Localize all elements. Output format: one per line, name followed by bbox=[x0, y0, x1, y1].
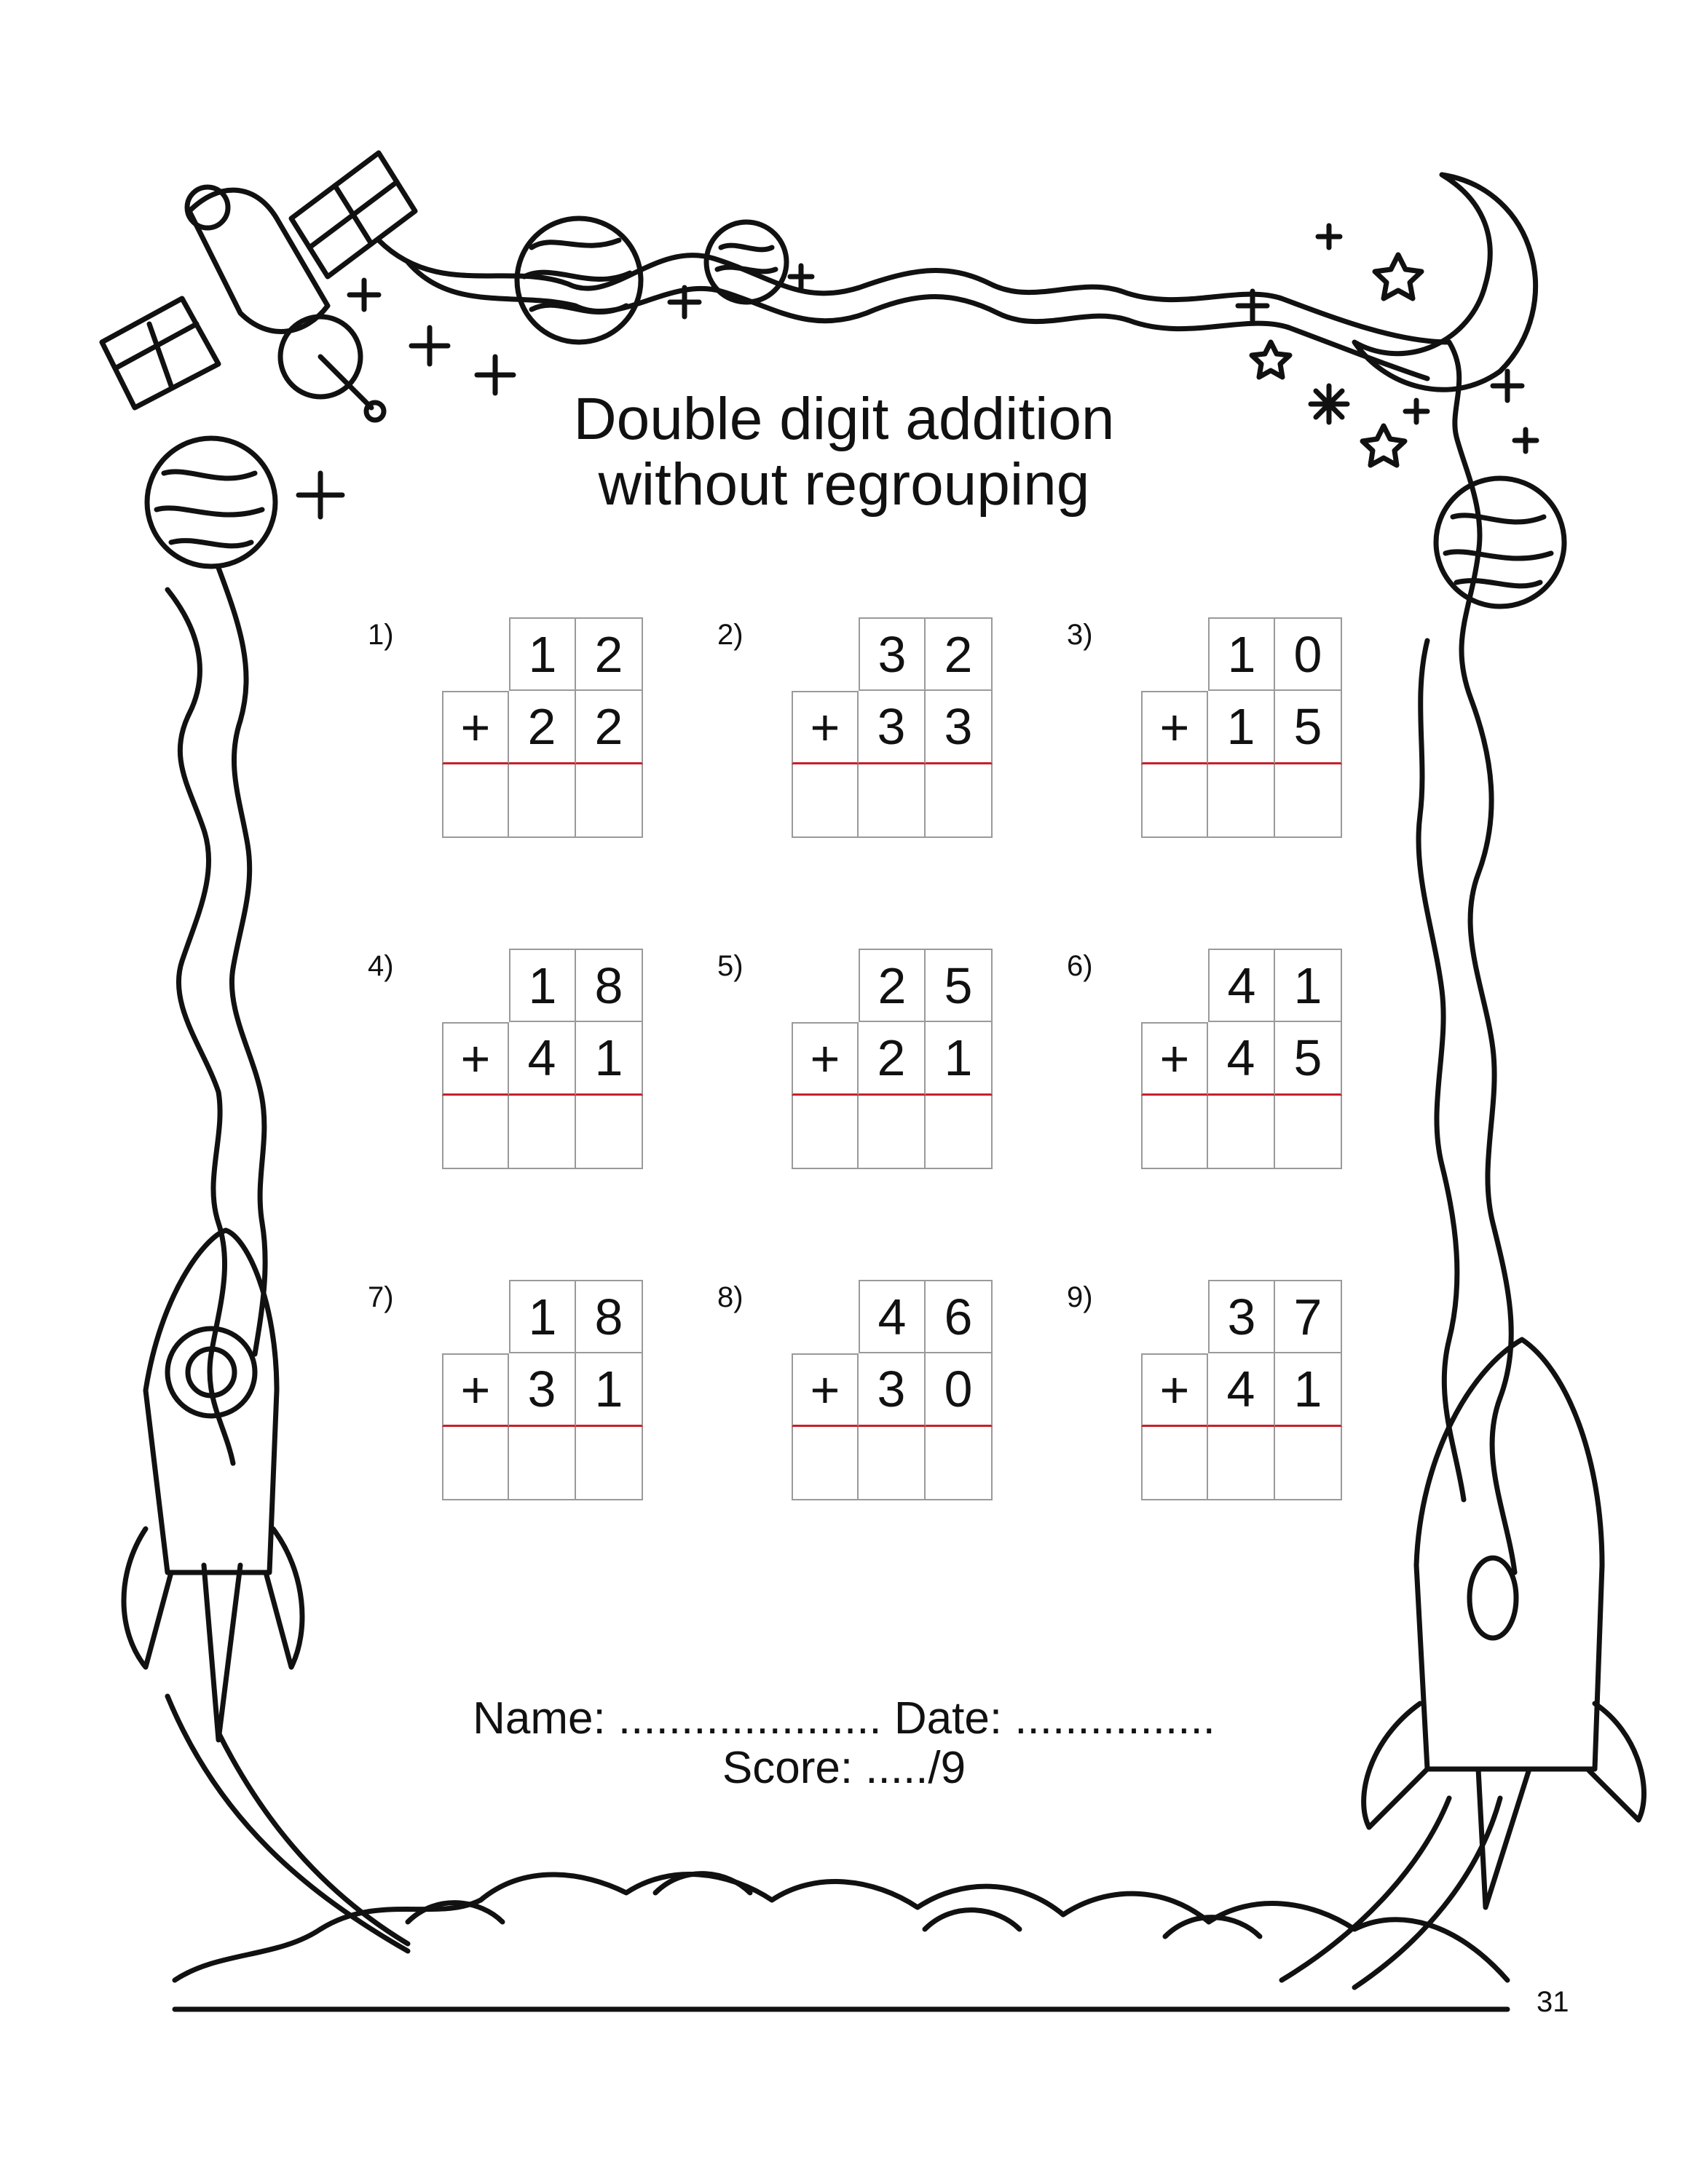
addend-2-tens-digit: 1 bbox=[1208, 691, 1275, 764]
plus-sign: + bbox=[792, 1022, 859, 1096]
addend-1-tens-digit: 1 bbox=[509, 1280, 576, 1353]
empty-cell bbox=[792, 1280, 859, 1353]
empty-cell bbox=[1141, 617, 1208, 691]
problem-number: 5) bbox=[717, 950, 744, 982]
addend-1-tens-digit: 1 bbox=[509, 617, 576, 691]
answer-ones-box[interactable] bbox=[926, 1096, 993, 1169]
answer-ones-box[interactable] bbox=[926, 1427, 993, 1500]
addend-1-ones-digit: 1 bbox=[1275, 949, 1342, 1022]
addend-1-ones-digit: 2 bbox=[926, 617, 993, 691]
addend-2-tens-digit: 3 bbox=[509, 1353, 576, 1427]
addend-1-tens-digit: 3 bbox=[859, 617, 926, 691]
answer-tens-box[interactable] bbox=[859, 764, 926, 838]
addend-1-tens-digit: 1 bbox=[1208, 617, 1275, 691]
addend-2-ones-digit: 5 bbox=[1275, 1022, 1342, 1096]
addend-1-ones-digit: 0 bbox=[1275, 617, 1342, 691]
answer-hundreds-box[interactable] bbox=[442, 1427, 509, 1500]
plus-sign: + bbox=[792, 1353, 859, 1427]
addition-problem-grid bbox=[442, 617, 643, 838]
addend-1-ones-digit: 8 bbox=[576, 1280, 643, 1353]
empty-cell bbox=[792, 949, 859, 1022]
addition-problem-grid bbox=[1141, 617, 1342, 838]
answer-tens-box[interactable] bbox=[509, 764, 576, 838]
addition-problem-grid bbox=[792, 1280, 993, 1500]
addition-problem-grid bbox=[442, 949, 643, 1169]
empty-cell bbox=[442, 1280, 509, 1353]
answer-hundreds-box[interactable] bbox=[1141, 1427, 1208, 1500]
addend-2-tens-digit: 3 bbox=[859, 1353, 926, 1427]
answer-ones-box[interactable] bbox=[926, 764, 993, 838]
answer-hundreds-box[interactable] bbox=[442, 764, 509, 838]
addend-2-ones-digit: 1 bbox=[926, 1022, 993, 1096]
plus-sign: + bbox=[442, 691, 509, 764]
answer-hundreds-box[interactable] bbox=[792, 1427, 859, 1500]
addend-2-ones-digit: 0 bbox=[926, 1353, 993, 1427]
addend-2-tens-digit: 4 bbox=[1208, 1353, 1275, 1427]
addition-problem-grid bbox=[792, 949, 993, 1169]
problem-number: 1) bbox=[368, 619, 394, 651]
answer-ones-box[interactable] bbox=[576, 1096, 643, 1169]
answer-tens-box[interactable] bbox=[1208, 1427, 1275, 1500]
answer-hundreds-box[interactable] bbox=[792, 764, 859, 838]
addend-1-ones-digit: 2 bbox=[576, 617, 643, 691]
addend-2-ones-digit: 5 bbox=[1275, 691, 1342, 764]
answer-hundreds-box[interactable] bbox=[1141, 1096, 1208, 1169]
page-number: 31 bbox=[1537, 1986, 1569, 2018]
addend-2-ones-digit: 1 bbox=[576, 1022, 643, 1096]
answer-tens-box[interactable] bbox=[1208, 764, 1275, 838]
answer-hundreds-box[interactable] bbox=[1141, 764, 1208, 838]
answer-tens-box[interactable] bbox=[1208, 1096, 1275, 1169]
plus-sign: + bbox=[442, 1353, 509, 1427]
addend-2-tens-digit: 4 bbox=[509, 1022, 576, 1096]
empty-cell bbox=[1141, 949, 1208, 1022]
addend-1-tens-digit: 4 bbox=[1208, 949, 1275, 1022]
addend-2-tens-digit: 2 bbox=[859, 1022, 926, 1096]
answer-ones-box[interactable] bbox=[1275, 1096, 1342, 1169]
addend-1-ones-digit: 6 bbox=[926, 1280, 993, 1353]
addition-problem-grid bbox=[792, 617, 993, 838]
answer-tens-box[interactable] bbox=[859, 1427, 926, 1500]
plus-sign: + bbox=[1141, 1353, 1208, 1427]
answer-tens-box[interactable] bbox=[509, 1096, 576, 1169]
name-date-line: Name: ..................... Date: ................ bbox=[473, 1693, 1215, 1744]
addend-2-tens-digit: 4 bbox=[1208, 1022, 1275, 1096]
problem-number: 8) bbox=[717, 1281, 744, 1313]
answer-ones-box[interactable] bbox=[576, 1427, 643, 1500]
worksheet-title-line-2: without regrouping bbox=[598, 451, 1090, 518]
addend-2-tens-digit: 2 bbox=[509, 691, 576, 764]
problem-number: 2) bbox=[717, 619, 744, 651]
plus-sign: + bbox=[442, 1022, 509, 1096]
addend-2-ones-digit: 1 bbox=[1275, 1353, 1342, 1427]
addend-1-ones-digit: 5 bbox=[926, 949, 993, 1022]
answer-hundreds-box[interactable] bbox=[442, 1096, 509, 1169]
addend-1-tens-digit: 1 bbox=[509, 949, 576, 1022]
score-line: Score: ...../9 bbox=[722, 1743, 966, 1793]
answer-hundreds-box[interactable] bbox=[792, 1096, 859, 1169]
answer-ones-box[interactable] bbox=[1275, 1427, 1342, 1500]
answer-tens-box[interactable] bbox=[509, 1427, 576, 1500]
problem-number: 4) bbox=[368, 950, 394, 982]
problem-number: 3) bbox=[1067, 619, 1093, 651]
answer-tens-box[interactable] bbox=[859, 1096, 926, 1169]
addend-2-ones-digit: 2 bbox=[576, 691, 643, 764]
problem-number: 9) bbox=[1067, 1281, 1093, 1313]
problem-number: 6) bbox=[1067, 950, 1093, 982]
problem-number: 7) bbox=[368, 1281, 394, 1313]
addend-1-tens-digit: 2 bbox=[859, 949, 926, 1022]
addend-2-ones-digit: 3 bbox=[926, 691, 993, 764]
worksheet-title-line-1: Double digit addition bbox=[573, 386, 1115, 452]
addition-problem-grid bbox=[1141, 1280, 1342, 1500]
addition-problem-grid bbox=[1141, 949, 1342, 1169]
plus-sign: + bbox=[1141, 1022, 1208, 1096]
empty-cell bbox=[792, 617, 859, 691]
addend-1-tens-digit: 4 bbox=[859, 1280, 926, 1353]
addition-problem-grid bbox=[442, 1280, 643, 1500]
plus-sign: + bbox=[792, 691, 859, 764]
addend-1-ones-digit: 8 bbox=[576, 949, 643, 1022]
addend-1-ones-digit: 7 bbox=[1275, 1280, 1342, 1353]
addend-1-tens-digit: 3 bbox=[1208, 1280, 1275, 1353]
addend-2-ones-digit: 1 bbox=[576, 1353, 643, 1427]
plus-sign: + bbox=[1141, 691, 1208, 764]
addend-2-tens-digit: 3 bbox=[859, 691, 926, 764]
empty-cell bbox=[442, 949, 509, 1022]
answer-ones-box[interactable] bbox=[1275, 764, 1342, 838]
empty-cell bbox=[442, 617, 509, 691]
answer-ones-box[interactable] bbox=[576, 764, 643, 838]
empty-cell bbox=[1141, 1280, 1208, 1353]
